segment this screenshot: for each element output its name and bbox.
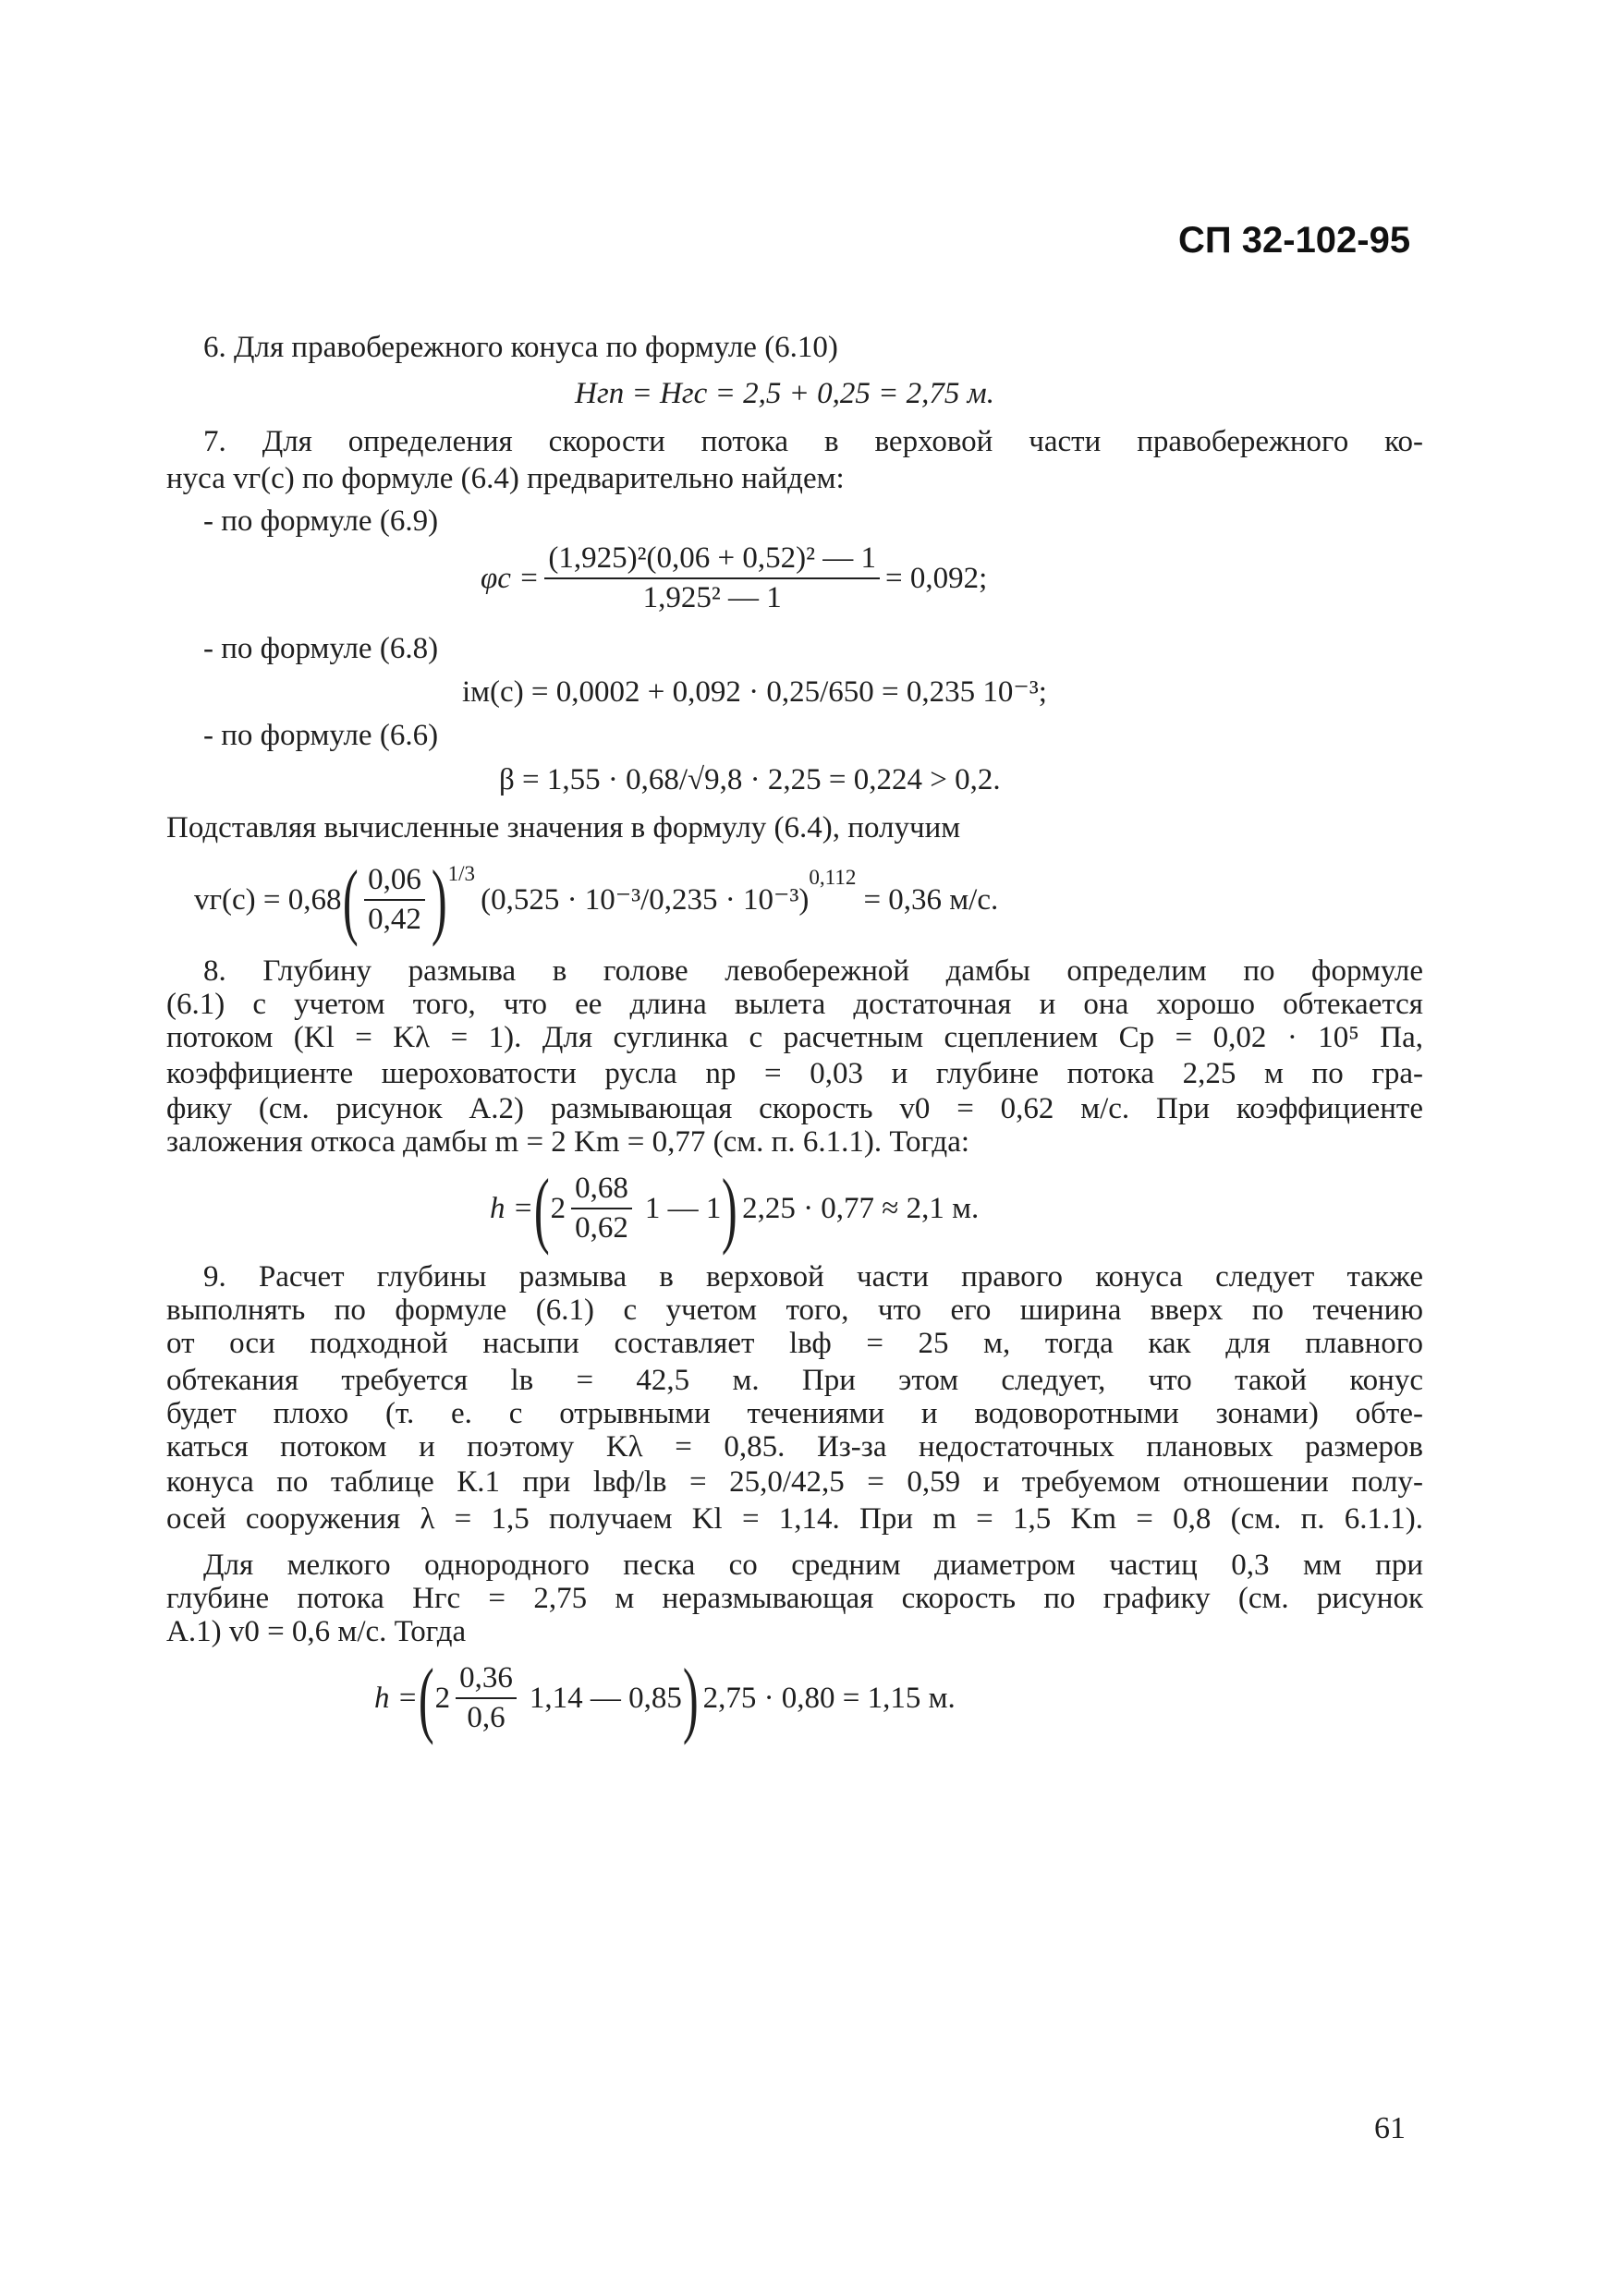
formula-6-4-rest: (0,525 · 10⁻³/0,235 · 10⁻³) — [481, 882, 810, 917]
formula-6-9-fraction — [544, 543, 880, 613]
formula-6-8: iм(с) = 0,0002 + 0,092 · 0,25/650 = 0,235 10⁻³; — [462, 675, 1047, 709]
formula-item-9-fraction — [456, 1663, 517, 1733]
formula-6-9-lhs: φc = — [481, 561, 540, 595]
item-9-line: обтекания требуется lв = 42,5 м. При этом следует, что такой конус — [166, 1364, 1423, 1397]
formula-item-8: h = ( 2 $\frac{0,68}{0,62}$ 1 — 1 ) 2,25 · 0,77 ≈ 2,1 м. — [490, 1161, 980, 1256]
item-6-formula: Hгп = Hгс = 2,5 + 0,25 = 2,75 м. — [575, 377, 994, 410]
formula-item-9-denominator: 0,6 — [467, 1701, 505, 1734]
item-9-line: выполнять по формуле (6.1) с учетом того, что его ширина вверх по течению — [166, 1294, 1423, 1327]
document-code: СП 32-102-95 — [1178, 220, 1411, 261]
formula-6-4-fraction — [364, 865, 425, 935]
formula-6-6: β = 1,55 · 0,68/√9,8 · 2,25 = 0,224 > 0,2. — [499, 763, 1001, 796]
formula-item-8-rhs: 2,25 · 0,77 ≈ 2,1 м. — [742, 1191, 980, 1225]
formula-item-8-denominator: 0,62 — [575, 1211, 628, 1245]
formula-6-4-exponent: 1/3 — [447, 861, 476, 885]
item-7-line-1: 7. Для определения скорости потока в верховой части правобережного ко- — [203, 425, 1423, 458]
item-9-line: будет плохо (т. е. с отрывными течениями и водоворотными зонами) обте- — [166, 1397, 1423, 1430]
bullet-formula-6-8: - по формуле (6.8) — [203, 632, 439, 665]
item-9-line: 9. Расчет глубины размыва в верховой части правого конуса следует также — [203, 1260, 1423, 1294]
formula-6-9-rhs: = 0,092; — [885, 561, 988, 595]
item-9-line: каться потоком и поэтому Kλ = 0,85. Из-за недостаточных плановых размеров — [166, 1430, 1423, 1464]
item-9-line: конуса по таблице К.1 при lвф/lв = 25,0/42,5 = 0,59 и требуемом отношении полу- — [166, 1465, 1423, 1499]
item-9-paragraph-2-line: А.1) v0 = 0,6 м/с. Тогда — [166, 1615, 467, 1648]
item-9-line: осей сооружения λ = 1,5 получаем Kl = 1,14. При m = 1,5 Km = 0,8 (см. п. 6.1.1). — [166, 1502, 1423, 1536]
item-6-text: 6. Для правобережного конуса по формуле (6.10) — [203, 331, 838, 364]
item-8-line: 8. Глубину размыва в голове левобережной дамбы определим по формуле — [203, 954, 1423, 988]
formula-6-9-denominator: 1,925² — 1 — [642, 581, 782, 614]
bullet-formula-6-6: - по формуле (6.6) — [203, 719, 439, 752]
formula-item-9-middle: 1,14 — 0,85 — [529, 1681, 682, 1715]
formula-6-9 — [481, 543, 987, 613]
substitution-text: Подставляя вычисленные значения в формулу (6.4), получим — [166, 811, 961, 844]
item-9-paragraph-2-line: глубине потока Hгс = 2,75 м неразмывающая скорость по графику (см. рисунок — [166, 1582, 1423, 1615]
bullet-formula-6-9: - по формуле (6.9) — [203, 504, 439, 538]
formula-6-4-rhs: = 0,36 м/с. — [863, 882, 999, 917]
formula-item-8-lhs: h = — [490, 1191, 534, 1225]
formula-6-4-numerator: 0,06 — [364, 865, 425, 901]
formula-item-8-middle: 1 — 1 — [644, 1191, 722, 1225]
item-8-line: заложения откоса дамбы m = 2 Km = 0,77 (см. п. 6.1.1). Тогда: — [166, 1125, 970, 1159]
item-9-paragraph-2-line: Для мелкого однородного песка со средним диаметром частиц 0,3 мм при — [203, 1549, 1423, 1582]
formula-6-4-exponent-2: 0,112 — [809, 865, 857, 889]
formula-item-9-rhs: 2,75 · 0,80 = 1,15 м. — [702, 1681, 956, 1715]
item-8-line: фику (см. рисунок А.2) размывающая скорость v0 = 0,62 м/с. При коэффициенте — [166, 1092, 1423, 1125]
formula-item-9-lhs: h = — [374, 1681, 419, 1715]
formula-item-9: h = ( 2 $\frac{0,36}{0,6}$ 1,14 — 0,85 ) 2,75 · 0,80 = 1,15 м. — [374, 1651, 956, 1745]
formula-item-9-numerator: 0,36 — [456, 1663, 517, 1699]
item-7-line-2: нуса vг(с) по формуле (6.4) предварительно найдем: — [166, 462, 845, 495]
item-9-line: от оси подходной насыпи составляет lвф = 25 м, тогда как для плавного — [166, 1327, 1423, 1360]
formula-item-8-numerator: 0,68 — [571, 1173, 632, 1209]
page-number: 61 — [1374, 2111, 1406, 2145]
item-8-line: (6.1) с учетом того, что ее длина вылета достаточная и она хорошо обтекается — [166, 988, 1423, 1021]
item-8-line: потоком (Kl = Kλ = 1). Для суглинка с расчетным сцеплением Cр = 0,02 · 10⁵ Па, — [166, 1021, 1423, 1054]
formula-6-4-lhs: vг(с) = 0,68 — [194, 882, 342, 917]
item-8-line: коэффициенте шероховатости русла nр = 0,03 и глубине потока 2,25 м по гра- — [166, 1057, 1423, 1090]
formula-6-9-numerator: (1,925)²(0,06 + 0,52)² — 1 — [544, 543, 880, 579]
formula-6-4: vг(с) = 0,68 ( $\frac{0,06}{0,42}$ ) $^{1/3}$ (0,525 · 10⁻³/0,235 · 10⁻³) $^{0,112}$ = 0,36 м/с. — [194, 853, 999, 947]
formula-item-8-fraction — [571, 1173, 632, 1244]
formula-6-4-denominator: 0,42 — [368, 903, 421, 936]
